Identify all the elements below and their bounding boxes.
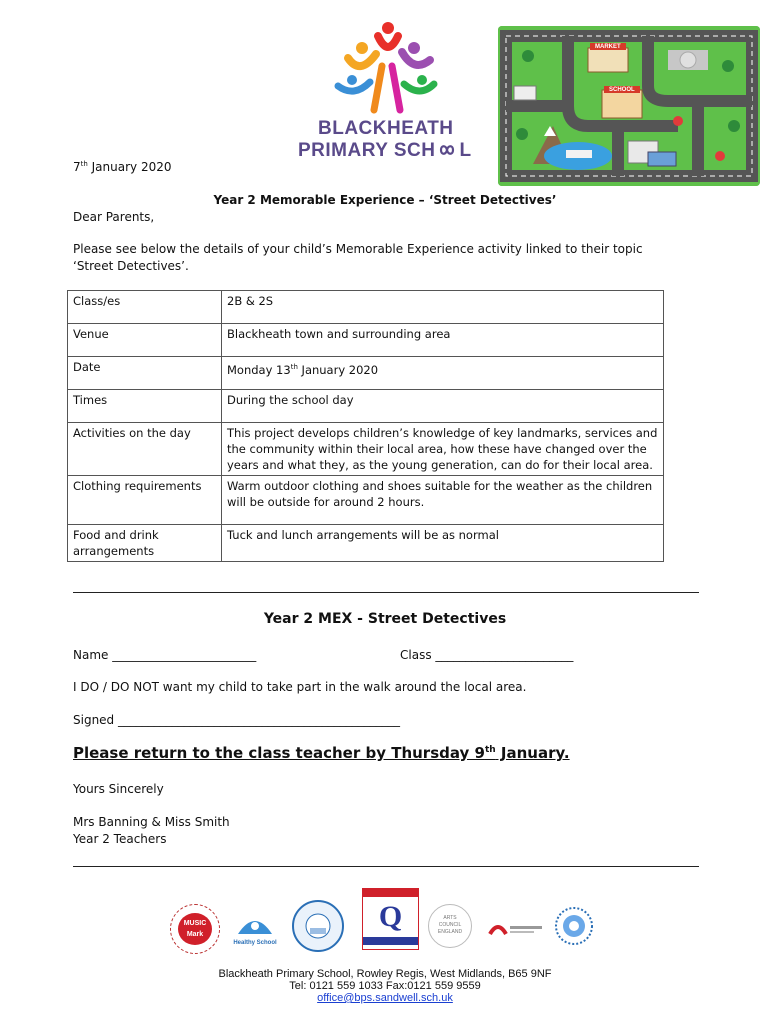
letter-date	[73, 160, 172, 174]
table-row	[68, 357, 664, 390]
date-suffix: th	[80, 160, 88, 168]
table-row	[68, 525, 664, 562]
quality-mark-top-bar	[363, 889, 418, 897]
letter-greeting: Dear Parents,	[73, 210, 155, 224]
globe-icon	[550, 905, 598, 947]
music-mark-label: MUSIC Mark	[178, 913, 212, 945]
arts-council-label: ARTS COUNCIL ENGLAND	[437, 915, 463, 935]
school-logo	[296, 18, 476, 163]
slip-title: Year 2 MEX - Street Detectives	[263, 611, 507, 627]
cut-line-top	[73, 592, 699, 593]
date-rest: January 2020	[87, 160, 172, 174]
footer	[0, 968, 770, 1004]
school-name-line1: BLACKHEATH	[318, 118, 454, 139]
consent-statement: I DO / DO NOT want my child to take part in the walk around the local area.	[73, 680, 527, 694]
row-value-date	[222, 357, 664, 390]
footer-address: Blackheath Primary School, Rowley Regis, West Midlands, B65 9NF	[218, 968, 552, 980]
signature-field[interactable]: Signed _______________________________________________	[73, 713, 400, 727]
school-logo-figures-icon	[296, 18, 476, 118]
row-label-activities: Activities on the day	[68, 423, 222, 476]
date-value-post: January 2020	[297, 362, 379, 377]
quality-mark-bottom-bar	[363, 937, 418, 945]
quality-mark-letter: Q	[378, 900, 403, 933]
healthy-school-badge	[230, 914, 280, 946]
table-row	[68, 423, 664, 476]
row-value-food: Tuck and lunch arrangements will be as normal	[222, 525, 664, 562]
return-text-end: January.	[495, 744, 570, 762]
row-label-clothing: Clothing requirements	[68, 476, 222, 525]
infinity-icon	[435, 141, 459, 155]
return-text: Please return to the class teacher by Thursday 9	[73, 744, 485, 762]
cut-line-bottom	[73, 866, 699, 867]
map-label-school: SCHOOL	[609, 87, 635, 93]
letter-intro: Please see below the details of your child’s Memorable Experience activity linked to their topic ‘Street Detectives’.	[73, 242, 643, 273]
footer-email-line	[0, 992, 770, 1004]
row-value-venue: Blackheath town and surrounding area	[222, 324, 664, 357]
healthy-school-icon	[230, 914, 280, 936]
arts-council-badge	[428, 904, 472, 948]
date-value-pre: Monday 13	[227, 362, 291, 377]
street-map-illustration	[498, 26, 760, 186]
music-mark-badge	[170, 904, 220, 954]
table-row	[68, 476, 664, 525]
school-name-line2-text: PRIMARY SCH	[298, 140, 436, 161]
footer-phone: Tel: 0121 559 1033 Fax:0121 559 9559	[289, 980, 481, 992]
row-label-date: Date	[68, 357, 222, 390]
row-label-class: Class/es	[68, 291, 222, 324]
details-table	[67, 290, 664, 562]
sign-off: Yours Sincerely	[73, 782, 164, 796]
county-badge	[292, 900, 344, 952]
partner-badge	[488, 918, 546, 940]
school-name-line2	[298, 140, 472, 162]
row-value-class: 2B & 2S	[222, 291, 664, 324]
return-sup: th	[484, 745, 496, 755]
school-name-line2-end: L	[459, 140, 472, 161]
row-value-activities: This project develops children’s knowledge of key landmarks, services and the community within their local area, how these have changed over the years and what they, as the young generation, can do for their local area.	[222, 423, 664, 476]
row-value-times: During the school day	[222, 390, 664, 423]
partner-swoosh-icon	[488, 918, 546, 940]
county-emblem-icon	[294, 902, 342, 950]
return-instruction	[73, 744, 570, 762]
class-field[interactable]: Class _______________________	[400, 648, 574, 662]
letter-subject: Year 2 Memorable Experience – ‘Street Detectives’	[213, 193, 557, 207]
table-row	[68, 291, 664, 324]
teachers-role: Year 2 Teachers	[73, 832, 167, 846]
date-day: 7	[73, 160, 81, 174]
teachers-names: Mrs Banning & Miss Smith	[73, 815, 230, 829]
map-label-market: MARKET	[595, 44, 621, 50]
quality-mark-badge	[362, 888, 419, 950]
footer-email-link[interactable]: office@bps.sandwell.sch.uk	[317, 992, 453, 1004]
table-row	[68, 390, 664, 423]
date-value-sup: th	[290, 363, 298, 371]
row-label-times: Times	[68, 390, 222, 423]
row-label-venue: Venue	[68, 324, 222, 357]
name-field[interactable]: Name ________________________	[73, 648, 257, 662]
international-badge	[550, 905, 598, 947]
row-label-food: Food and drink arrangements	[68, 525, 222, 562]
table-row	[68, 324, 664, 357]
row-value-clothing: Warm outdoor clothing and shoes suitable for the weather as the children will be outside for around 2 hours.	[222, 476, 664, 525]
healthy-school-label: Healthy School	[233, 940, 277, 946]
